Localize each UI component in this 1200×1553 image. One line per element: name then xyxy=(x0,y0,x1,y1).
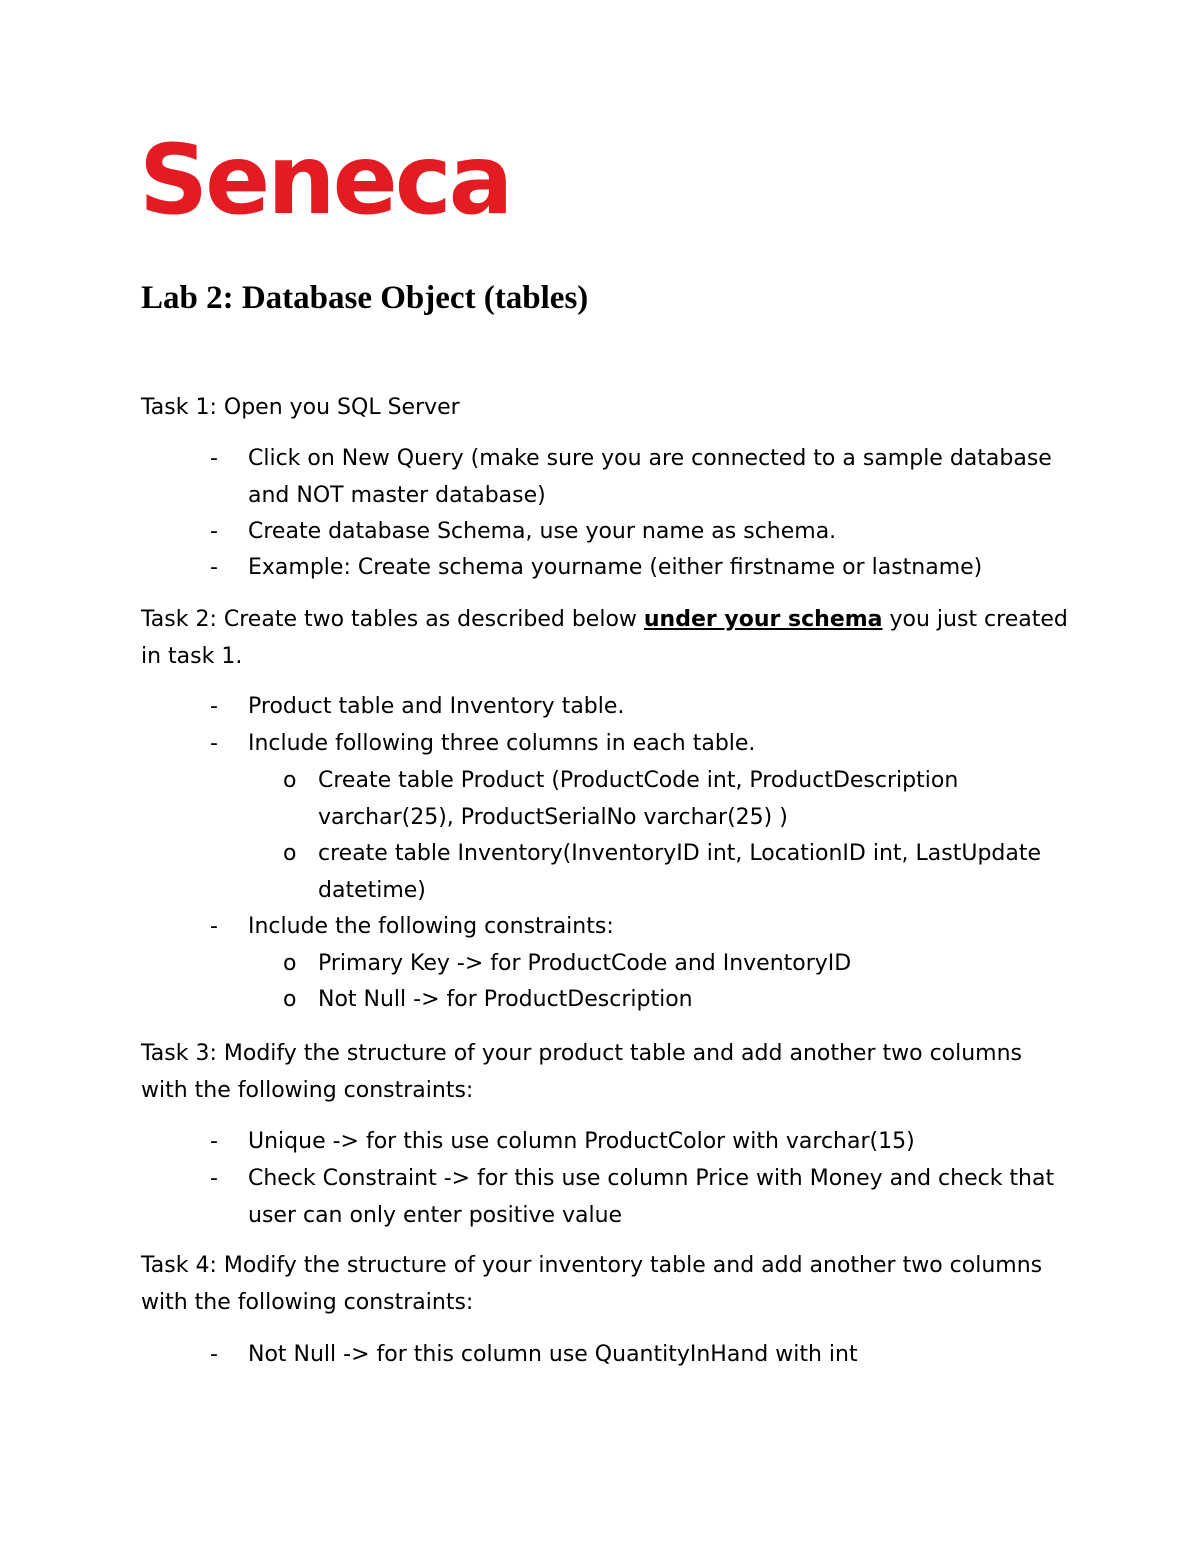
dash-marker: - xyxy=(210,519,218,544)
dash-marker: - xyxy=(210,1342,218,1367)
bullet-text: Check Constraint -> for this use column Price with Money and check that user can only enter positive value xyxy=(248,1166,1055,1228)
bullet-text: Create table Product (ProductCode int, ProductDescription varchar(25), ProductSerialNo varchar(25) ) xyxy=(318,768,959,830)
bullet-text: Not Null -> for ProductDescription xyxy=(318,987,693,1012)
bullet-text: Include the following constraints: xyxy=(248,914,614,939)
seneca-logo-text: Seneca xyxy=(139,124,511,236)
task3-bullet-1 xyxy=(210,1123,1070,1160)
circle-marker: o xyxy=(283,841,297,866)
task2-sub-bullet-product xyxy=(283,762,1073,836)
task2-bullet-3 xyxy=(210,908,1070,945)
bullet-text: Include following three columns in each table. xyxy=(248,731,756,756)
task4-bullet-1 xyxy=(210,1336,1070,1373)
dash-marker: - xyxy=(210,555,218,580)
page-title: Lab 2: Database Object (tables) xyxy=(141,280,589,316)
task1-bullet-3 xyxy=(210,549,1070,586)
task1-bullet-2 xyxy=(210,513,1070,550)
task2-bullet-1 xyxy=(210,688,1070,725)
task2-heading-emphasis: under your schema xyxy=(643,607,883,632)
bullet-text: Unique -> for this use column ProductColor with varchar(15) xyxy=(248,1129,915,1154)
task1-heading: Task 1: Open you SQL Server xyxy=(141,395,460,420)
dash-marker: - xyxy=(210,1166,218,1191)
dash-marker: - xyxy=(210,731,218,756)
bullet-text: Example: Create schema yourname (either firstname or lastname) xyxy=(248,555,983,580)
task2-heading-start: Task 2: Create two tables as described below xyxy=(141,607,644,632)
bullet-text: create table Inventory(InventoryID int, LocationID int, LastUpdate datetime) xyxy=(318,841,1042,903)
bullet-text: Not Null -> for this column use QuantityInHand with int xyxy=(248,1342,858,1367)
circle-marker: o xyxy=(283,951,297,976)
task2-sub-bullet-not-null xyxy=(283,981,1073,1018)
circle-marker: o xyxy=(283,987,297,1012)
bullet-text: Product table and Inventory table. xyxy=(248,694,625,719)
task1-bullet-1 xyxy=(210,440,1070,514)
dash-marker: - xyxy=(210,914,218,939)
bullet-text: Primary Key -> for ProductCode and InventoryID xyxy=(318,951,852,976)
task3-bullet-2 xyxy=(210,1160,1070,1234)
dash-marker: - xyxy=(210,1129,218,1154)
bullet-text: Click on New Query (make sure you are connected to a sample database and NOT master database) xyxy=(248,446,1052,508)
task2-heading-end: you just created in task 1. xyxy=(141,607,1068,669)
dash-marker: - xyxy=(210,446,218,471)
circle-marker: o xyxy=(283,768,297,793)
task2-sub-bullet-primary-key xyxy=(283,945,1073,982)
bullet-text: Create database Schema, use your name as schema. xyxy=(248,519,837,544)
task3-heading: Task 3: Modify the structure of your product table and add another two columns with the following constraints: xyxy=(141,1041,1023,1103)
dash-marker: - xyxy=(210,694,218,719)
task2-heading xyxy=(141,601,1071,675)
task2-bullet-2 xyxy=(210,725,1070,762)
task2-sub-bullet-inventory xyxy=(283,835,1073,909)
task4-heading: Task 4: Modify the structure of your inventory table and add another two columns with the following constraints: xyxy=(141,1253,1043,1315)
seneca-logo xyxy=(139,124,599,236)
